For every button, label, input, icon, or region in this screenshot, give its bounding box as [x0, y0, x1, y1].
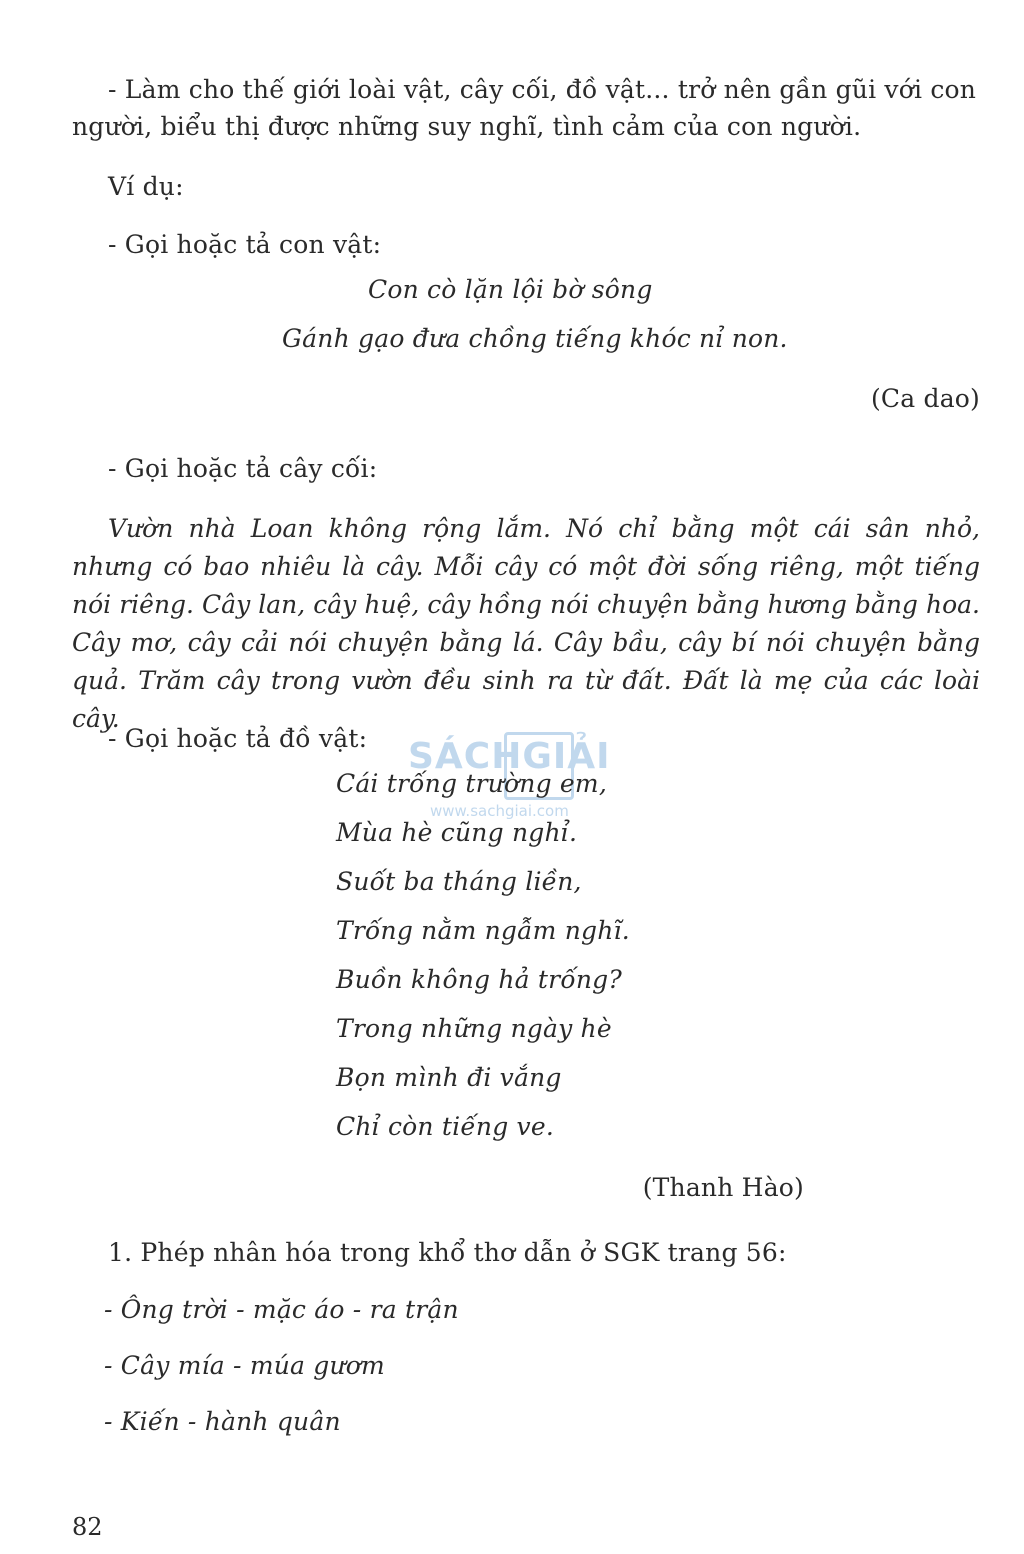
page-number: 82: [72, 1513, 103, 1541]
exercise-item-1: - Ông trời - mặc áo - ra trận: [104, 1295, 459, 1324]
intro-line-1: - Làm cho thế giới loài vật, cây cối, đồ vật... trở nên gần gũi với con: [108, 75, 977, 104]
animal-heading: - Gọi hoặc tả con vật:: [108, 230, 382, 259]
poem-line-7: Bọn mình đi vắng: [336, 1063, 562, 1092]
object-source: (Thanh Hào): [642, 1173, 804, 1202]
watermark-url: www.sachgiai.com: [430, 802, 569, 820]
poem-line-5: Buồn không hả trống?: [336, 965, 622, 994]
poem-line-3: Suốt ba tháng liền,: [336, 867, 582, 896]
example-label: Ví dụ:: [108, 172, 184, 201]
poem-line-6: Trong những ngày hè: [336, 1014, 612, 1043]
poem-line-8: Chỉ còn tiếng ve.: [336, 1112, 555, 1141]
exercise-heading: 1. Phép nhân hóa trong khổ thơ dẫn ở SGK trang 56:: [108, 1238, 787, 1267]
animal-verse-line-1: Con cò lặn lội bờ sông: [368, 275, 653, 304]
intro-line-2: người, biểu thị được những suy nghĩ, tình cảm của con người.: [72, 112, 862, 141]
animal-verse-line-2: Gánh gạo đưa chồng tiếng khóc nỉ non.: [282, 324, 788, 353]
watermark-brand: SÁCHGIẢI: [408, 736, 611, 777]
object-heading: - Gọi hoặc tả đồ vật:: [108, 724, 368, 753]
animal-source: (Ca dao): [870, 384, 980, 413]
exercise-item-3: - Kiến - hành quân: [104, 1407, 341, 1436]
poem-line-2: Mùa hè cũng nghỉ.: [336, 818, 578, 847]
poem-line-1: Cái trống trường em,: [336, 769, 607, 798]
poem-line-4: Trống nằm ngẫm nghĩ.: [336, 916, 630, 945]
exercise-item-2: - Cây mía - múa gươm: [104, 1351, 385, 1380]
plant-paragraph: Vườn nhà Loan không rộng lắm. Nó chỉ bằng một cái sân nhỏ, nhưng có bao nhiêu là cây. Mỗi cây có một đời sống riêng, một tiếng nói riêng. Cây lan, cây huệ, cây hồng nói chuyện bằng hương bằng hoa. Cây mơ, cây cải nói chuyện bằng lá. Cây bầu, cây bí nói chuyện bằng quả. Trăm cây trong vườn đều sinh ra từ đất. Đất là mẹ của các loài cây.: [72, 514, 980, 733]
plant-heading: - Gọi hoặc tả cây cối:: [108, 454, 378, 483]
